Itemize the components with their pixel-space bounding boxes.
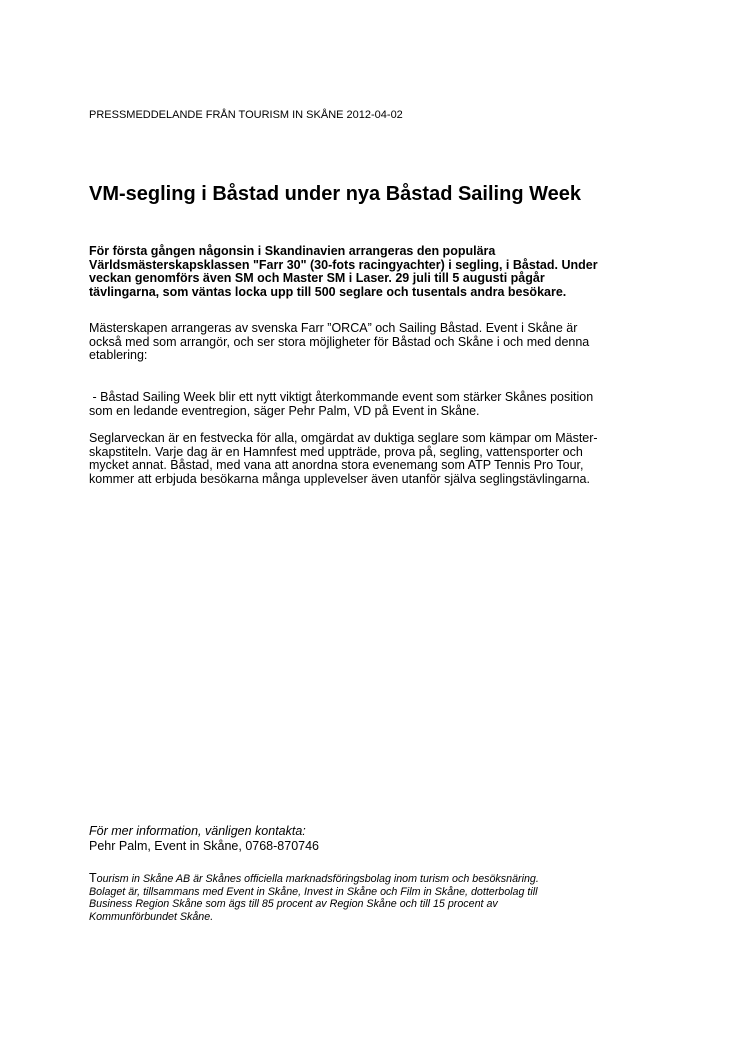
body-paragraph-quote [89, 391, 593, 418]
lead-paragraph [89, 245, 598, 299]
paragraph-line: etablering: [89, 348, 148, 362]
about-first-line-text: ourism in Skåne AB är Skånes officiella marknadsföringsbolag inom turism och besöksnäring. [96, 873, 539, 885]
paragraph-line: också med som arrangör, och ser stora möjligheter för Båstad och Skåne i och med denna [89, 334, 590, 349]
contact-block [89, 824, 319, 853]
paragraph-line: mycket annat. Båstad, med vana att anordna stora evenemang som ATP Tennis Pro Tour, [89, 458, 584, 472]
paragraph-line: Seglarveckan är en festvecka för alla, omgärdat av duktiga seglare som kämpar om Mäster- [89, 431, 598, 445]
about-line: Kommunförbundet Skåne. [89, 910, 214, 923]
lead-line: För första gången någonsin i Skandinavien arrangeras den populära [89, 244, 496, 258]
lead-line: tävlingarna, som väntas locka upp till 500 seglare och tusentals andra besökare. [89, 284, 567, 299]
contact-details: Pehr Palm, Event in Skåne, 0768-870746 [89, 838, 320, 853]
page-title: VM-segling i Båstad under nya Båstad Sailing Week [89, 183, 581, 205]
about-dropcap: T [89, 871, 97, 885]
body-paragraph-organizers [89, 322, 589, 363]
lead-line: veckan genomförs även SM och Master SM i Laser. 29 juli till 5 augusti pågår [89, 271, 545, 285]
paragraph-line: som en ledande eventregion, säger Pehr Palm, VD på Event in Skåne. [89, 403, 480, 418]
paragraph-line: Mästerskapen arrangeras av svenska Farr ”ORCA” och Sailing Båstad. Event i Skåne är [89, 321, 578, 335]
about-first-line [89, 872, 539, 886]
paragraph-line: skapstiteln. Varje dag är en Hamnfest med uppträde, prova på, segling, vattensporter och [89, 444, 583, 459]
about-line: Business Region Skåne som ägs till 85 procent av Region Skåne och till 15 procent av [89, 898, 498, 910]
paragraph-line: kommer att erbjuda besökarna många upplevelser även utanför själva seglingstävlingarna. [89, 471, 590, 486]
contact-prompt: För mer information, vänligen kontakta: [89, 824, 306, 838]
about-line: Bolaget är, tillsammans med Event in Skåne, Invest in Skåne och Film in Skåne, dotterbolag till [89, 885, 538, 898]
paragraph-line: - Båstad Sailing Week blir ett nytt viktigt återkommande event som stärker Skånes position [89, 390, 594, 404]
lead-line: Världsmästerskapsklassen "Farr 30" (30-fots racingyachter) i segling, i Båstad. Under [89, 257, 598, 272]
body-paragraph-festival [89, 432, 598, 486]
about-company-block [89, 872, 539, 923]
press-release-header: PRESSMEDDELANDE FRÅN TOURISM IN SKÅNE 2012-04-02 [89, 109, 403, 121]
